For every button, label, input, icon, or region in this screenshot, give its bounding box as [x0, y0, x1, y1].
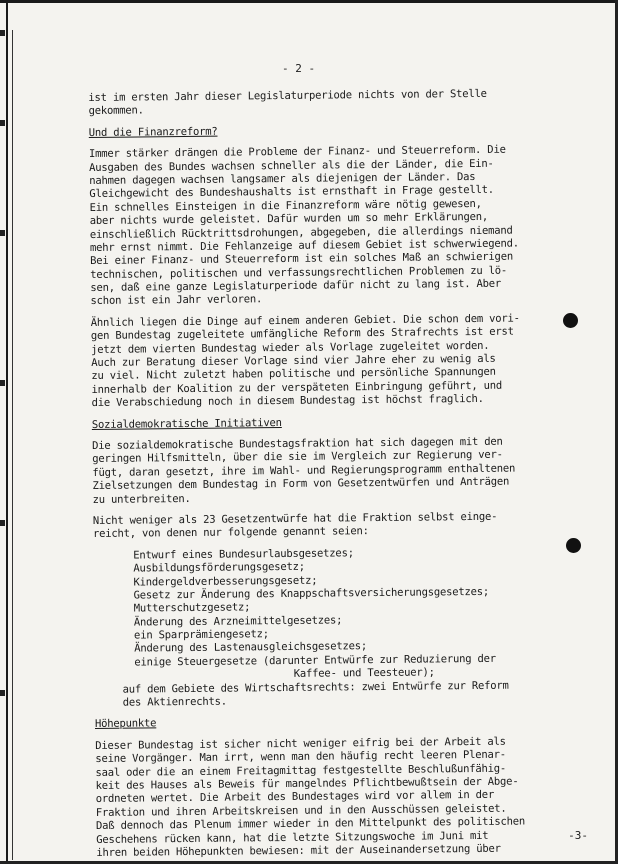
intro-line: ist im ersten Jahr dieser Legislaturperiode nichts von der Stelle — [88, 87, 487, 104]
list-item: Entwurf eines Bundesurlaubsgesetzes; — [133, 546, 354, 562]
paragraph-line: Ausgaben des Bundes wachsen schneller als die der Länder, die Ein- — [89, 157, 494, 174]
paragraph-line: Die sozialdemokratische Bundestagsfraktion hat sich dagegen mit den — [91, 435, 503, 452]
document-body — [88, 55, 596, 864]
paragraph-line: Auch zur Beratung dieser Vorlage sind vier Jahre eher zu wenig als — [91, 352, 496, 370]
scan-mark — [0, 520, 5, 526]
paragraph-line: Ein schnelles Einsteigen in die Finanzreform wäre nötig gewesen, — [89, 197, 482, 214]
paragraph-line: Geschehens rücken kann, hat die letzte Sitzungswoche im Juni mit — [96, 829, 489, 846]
paragraph-line: seine Vorgänger. Man irrt, wenn man den häufig recht leeren Plenar- — [95, 748, 506, 766]
paragraph-line: schon ist ein Jahr verloren. — [90, 293, 263, 308]
paragraph-line: Immer stärker drängen die Probleme der Finanz- und Steuerreform. Die — [88, 143, 506, 161]
paragraph-line: ordneten wertet. Die Arbeit des Bundestages wird vor allem in der — [95, 789, 495, 806]
list-item: Mutterschutzgesetz; — [133, 601, 251, 615]
paragraph-line: Zielsetzungen dem Bundestag in Form von Gesetzentwürfen und Anträgen — [92, 475, 510, 493]
list-item: Kindergeldverbesserungsgesetz; — [133, 574, 318, 589]
paragraph-line: Dieser Bundestag ist sicher nicht weniger eifrig bei der Arbeit als — [95, 735, 506, 752]
scan-edge-left-inner — [12, 30, 13, 860]
scan-mark — [0, 30, 5, 36]
paragraph-line: zu viel. Nicht zuletzt haben politische und persönliche Spannungen — [91, 366, 496, 383]
paragraph-line: nahmen dagegen wachsen langsamer als diejenigen der Länder. Das — [89, 170, 476, 187]
list-item: Gesetz zur Änderung des Knappschaftsversicherungsgesetzes; — [133, 585, 490, 602]
list-item: einige Steuergesetze (darunter Entwürfe zur Reduzierung der — [134, 652, 496, 669]
paragraph-line: innerhalb der Koalition zu der verspäteten Einbringung geführt, und — [91, 379, 503, 396]
scan-mark — [0, 230, 5, 236]
paragraph-line: sen, daß eine ganze Legislaturperiode dafür nicht zu lang ist. Aber — [90, 277, 502, 295]
list-item: des Aktienrechts. — [122, 695, 227, 709]
list-item: ein Sparprämiengesetz; — [133, 628, 269, 642]
paragraph-line: zu unterbreiten. — [92, 492, 191, 506]
paragraph-line: aber nichts wurde geleistet. Dafür wurden um so mehr Erklärungen, — [89, 210, 489, 228]
paragraph-line: reicht, von denen nur folgende genannt seien: — [92, 525, 369, 541]
paragraph-line: fügt, daran gesetzt, ihre im Wahl- und Regierungsprogramm enthaltenen — [92, 462, 516, 479]
scan-edge-top — [0, 0, 618, 3]
intro-line: gekommen. — [88, 104, 144, 118]
paragraph-line: keit des Hauses als Beweis für mangelndes Pflichtbewußtsein der Abge- — [95, 775, 519, 792]
scan-mark — [0, 690, 5, 696]
paragraph-line: jetzt dem vierten Bundestag wieder als Vorlage zugeleitet worden. — [90, 339, 490, 356]
paragraph-line: einschließlich Rücktrittsdrohungen, abgegeben, die allerdings niemand — [89, 224, 513, 241]
section-heading: Höhepunkte — [94, 717, 157, 731]
paragraph-line: saal oder die an einem Freitagmittag festgestellte Beschlußunfähig- — [95, 762, 507, 779]
paragraph-line: Fraktion und ihren Arbeitskreisen und in den Ausschüssen geleistet. — [95, 802, 507, 819]
section-heading: Sozialdemokratische Initiativen — [91, 416, 282, 431]
paragraph-line: Daß dennoch das Plenum immer wieder in den Mittelpunkt des politischen — [95, 815, 526, 833]
paragraph-line: Gleichgewicht des Bundeshaushalts ist ernsthaft in Frage gestellt. — [89, 184, 494, 201]
paragraph-line: geringen Hilfsmitteln, über die sie im Vergleich zur Regierung ver- — [92, 449, 503, 466]
scan-mark — [0, 120, 5, 126]
list-item: Änderung des Lastenausgleichsgesetzes; — [134, 640, 368, 656]
continuation-mark: -3- — [568, 829, 588, 842]
page-number: - 2 - — [282, 62, 316, 75]
paragraph-line: mehr ernst nimmt. Die Fehlanzeige auf diesem Gebiet ist schwerwiegend. — [89, 237, 519, 254]
paragraph-line: ihren beiden Höhepunkten bewiesen: mit der Auseinandersetzung über — [96, 842, 501, 859]
section-heading: Und die Finanzreform? — [88, 125, 218, 139]
list-item: Kaffee- und Teesteuer); — [134, 666, 435, 682]
list-item: auf dem Gebiete des Wirtschaftsrechts: zwei Entwürfe zur Reform — [122, 679, 509, 696]
list-item: Änderung des Arzneimittelgesetzes; — [133, 614, 343, 629]
paragraph-line: Bei einer Finanz- und Steuerreform ist ein solches Maß an schwierigen — [90, 250, 513, 268]
paragraph-line: die Verabschiedung noch in diesem Bundestag ist höchst fraglich. — [91, 393, 484, 410]
paragraph-line: gen Bundestag zugeleitete umfängliche Reform des Strafrechts ist erst — [90, 325, 514, 343]
paragraph-line: technischen, politischen und verfassungsrechtlichen Problemen zu lö- — [90, 264, 507, 281]
scan-mark — [0, 380, 5, 386]
scan-edge-left — [6, 0, 8, 864]
paragraph-line: Nicht weniger als 23 Gesetzentwürfe hat die Fraktion selbst einge- — [92, 510, 498, 527]
paragraph-line: Ähnlich liegen die Dinge auf einem anderen Gebiet. Die schon dem vori- — [90, 312, 520, 329]
list-item: Ausbildungsförderungsgesetz; — [133, 560, 305, 575]
